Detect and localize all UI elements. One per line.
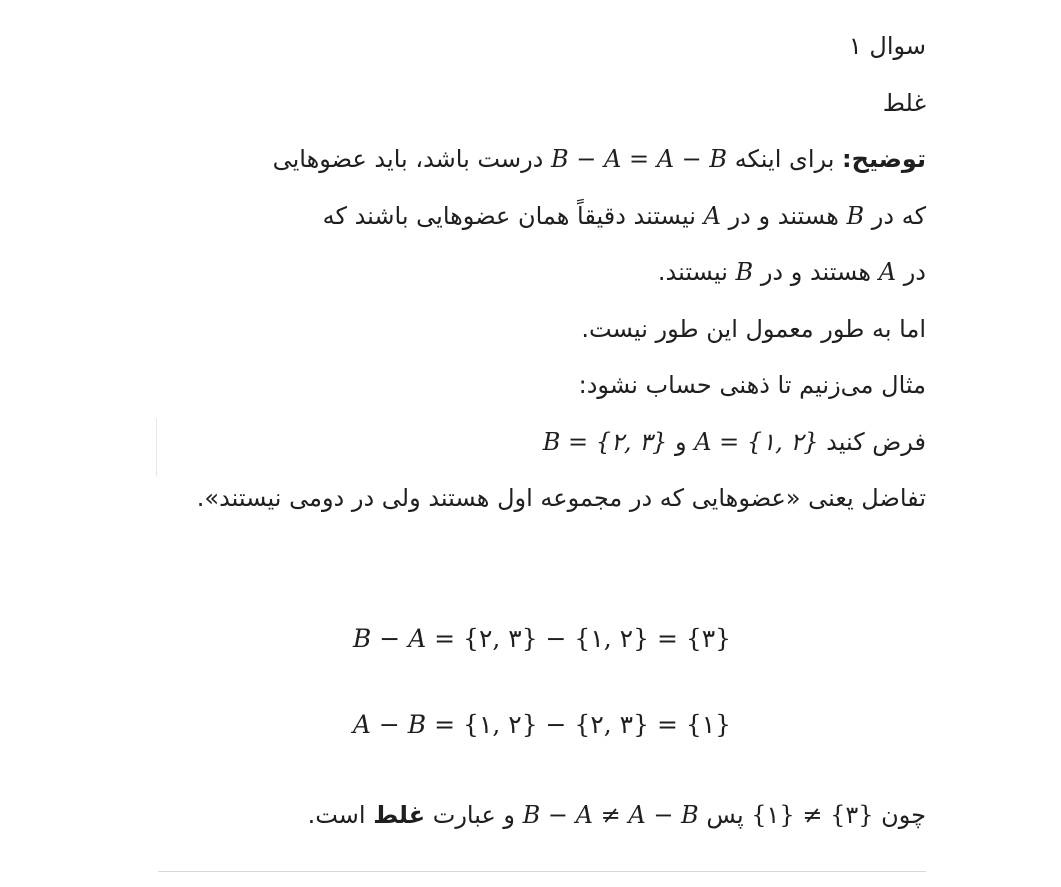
explanation-label: توضیح: — [842, 145, 926, 173]
text-segment: پس — [706, 801, 744, 829]
math-expression: B − A = A − B — [551, 145, 728, 173]
explanation-line-4: اما به طور معمول این طور نیست. — [581, 314, 926, 343]
math-variable: A — [878, 258, 897, 286]
text-segment: درست باشد، باید عضوهایی — [272, 145, 544, 173]
text-segment: فرض کنید — [826, 427, 926, 456]
math-expression: B = {۲, ۳} — [542, 427, 668, 456]
math-variable: B — [735, 258, 754, 286]
equation-rhs: = {۲, ۳} − {۱, ۲} = {۳} — [434, 624, 732, 653]
math-expression: {۱} ≠ {۳} — [751, 801, 874, 829]
math-variable: A — [703, 201, 721, 230]
text-segment: و — [674, 427, 687, 456]
equation-2 — [158, 710, 926, 740]
conclusion-line — [158, 787, 926, 844]
section-divider — [158, 871, 926, 872]
text-segment: و عبارت — [432, 801, 516, 829]
text-segment: که در — [871, 201, 926, 230]
equation-rhs: = {۱, ۲} − {۲, ۳} = {۱} — [434, 710, 732, 739]
math-expression: B − A ≠ A − B — [522, 801, 699, 829]
explanation-line-2 — [158, 188, 926, 245]
math-expression: A = {۱, ۲} — [694, 427, 819, 456]
answer-content — [158, 18, 926, 829]
text-segment: چون — [881, 801, 926, 829]
equation-lhs: B − A — [352, 624, 427, 653]
text-segment: نیستند دقیقاً همان عضوهایی باشند که — [322, 201, 696, 230]
text-segment: برای اینکه — [734, 145, 835, 173]
text-segment: است. — [307, 801, 366, 829]
explanation-line-3 — [158, 244, 926, 301]
question-title: سوال ۱ — [848, 32, 926, 60]
text-segment: هستند و در — [760, 258, 872, 286]
text-segment: در — [903, 258, 926, 286]
equation-lhs: A − B — [352, 710, 427, 739]
explanation-line-5: مثال می‌زنیم تا ذهنی حساب نشود: — [578, 371, 926, 399]
scroll-edge-marker — [156, 418, 157, 476]
explanation-line-6 — [158, 414, 926, 471]
explanation-line-1 — [158, 131, 926, 188]
math-variable: B — [846, 201, 865, 230]
text-segment: نیستند. — [657, 258, 728, 286]
equation-1 — [158, 624, 926, 654]
text-segment: هستند و در — [728, 201, 839, 230]
explanation-line-7: تفاضل یعنی «عضوهایی که در مجموعه اول هستند ولی در دومی نیستند». — [196, 484, 926, 512]
conclusion-verdict: غلط — [373, 801, 426, 829]
answer-value: غلط — [882, 88, 926, 117]
